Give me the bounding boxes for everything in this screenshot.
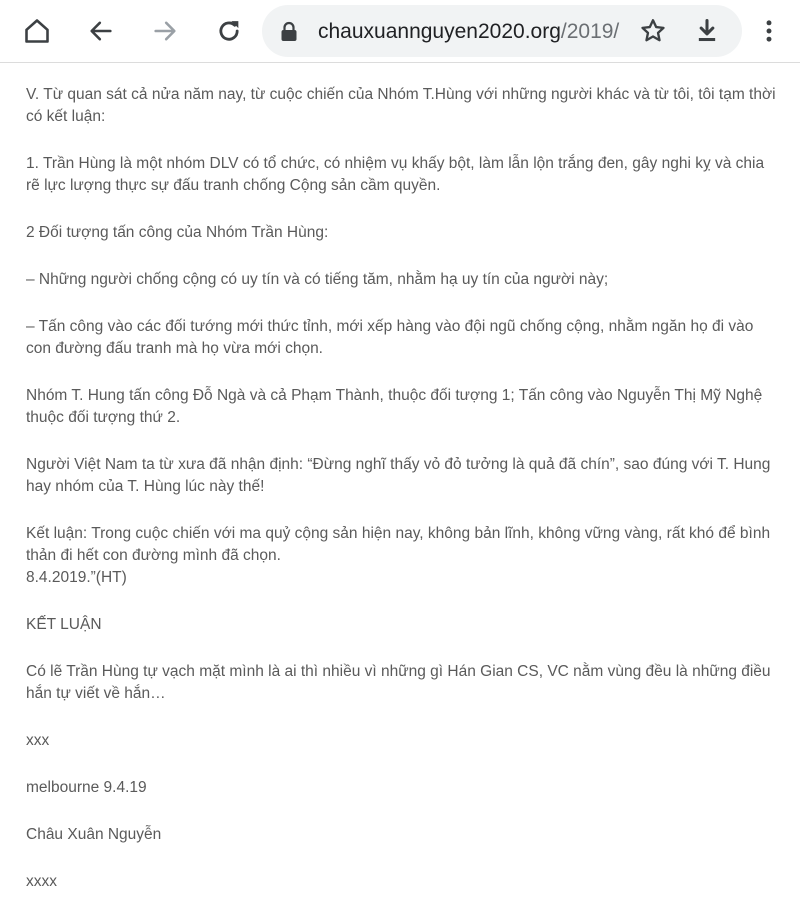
reload-icon xyxy=(215,17,243,45)
download-icon xyxy=(693,17,721,45)
forward-button[interactable] xyxy=(142,8,188,54)
paragraph-point-2-heading: 2 Đối tượng tấn công của Nhóm Trần Hùng: xyxy=(26,224,329,241)
lock-icon xyxy=(280,21,298,48)
back-arrow-icon xyxy=(87,17,115,45)
download-button[interactable] xyxy=(684,8,730,54)
bookmark-star-button[interactable] xyxy=(630,8,676,54)
back-button[interactable] xyxy=(78,8,124,54)
address-bar[interactable] xyxy=(262,5,742,57)
article-body xyxy=(26,84,776,918)
home-icon xyxy=(23,17,51,45)
home-button[interactable] xyxy=(14,8,60,54)
url-path: /2019/ xyxy=(560,20,620,43)
paragraph-conclusion-quote: Kết luận: Trong cuộc chiến với ma quỷ cộng sản hiện nay, không bản lĩnh, không vững vàng, rất khó để bình thản đi hết con đường mình đã chọn. 8.4.2019.”(HT) xyxy=(26,525,771,586)
paragraph-final-remark: Có lẽ Trần Hùng tự vạch mặt mình là ai thì nhiều vì những gì Hán Gian CS, VC nằm vùng đều là những điều hắn tự viết về hắn… xyxy=(26,663,771,702)
separator-text-end: xxxx xyxy=(26,873,57,890)
url-domain: chauxuannguyen2020.org xyxy=(318,20,561,43)
paragraph-attacks: Nhóm T. Hung tấn công Đỗ Ngà và cả Phạm Thành, thuộc đối tượng 1; Tấn công vào Nguyễn Thị Mỹ Nghệ thuộc đối tượng thứ 2. xyxy=(26,387,763,426)
separator-text: xxx xyxy=(26,732,50,749)
star-icon xyxy=(639,17,667,45)
paragraph-conclusion-intro: V. Từ quan sát cả nửa năm nay, từ cuộc chiến của Nhóm T.Hùng với những người khác và từ tôi, tôi tạm thời có kết luận: xyxy=(26,86,776,125)
reload-button[interactable] xyxy=(206,8,252,54)
paragraph-point-1: 1. Trần Hùng là một nhóm DLV có tổ chức, có nhiệm vụ khấy bột, làm lẫn lộn trắng đen, gây nghi kỵ và chia rẽ lực lượng thực sự đấu tranh chống Cộng sản cầm quyền. xyxy=(26,155,765,194)
more-vert-icon xyxy=(755,17,783,45)
section-heading-conclusion: KẾT LUẬN xyxy=(26,616,102,633)
author-signature: Châu Xuân Nguyễn xyxy=(26,826,162,843)
paragraph-target-2: – Tấn công vào các đối tướng mới thức tỉnh, mới xếp hàng vào đội ngũ chống cộng, nhằm ngăn họ đi vào con đường đấu tranh mà họ vừa mới chọn. xyxy=(26,318,754,357)
url-text[interactable] xyxy=(318,18,630,46)
paragraph-target-1: – Những người chống cộng có uy tín và có tiếng tăm, nhằm hạ uy tín của người này; xyxy=(26,271,609,288)
place-date: melbourne 9.4.19 xyxy=(26,779,147,796)
paragraph-proverb: Người Việt Nam ta từ xưa đã nhận định: “Đừng nghĩ thấy vỏ đỏ tưởng là quả đã chín”, sao đúng với T. Hung hay nhóm của T. Hùng lúc này thế! xyxy=(26,456,771,495)
forward-arrow-icon xyxy=(151,17,179,45)
browser-toolbar xyxy=(0,0,800,63)
overflow-menu-button[interactable] xyxy=(746,8,792,54)
